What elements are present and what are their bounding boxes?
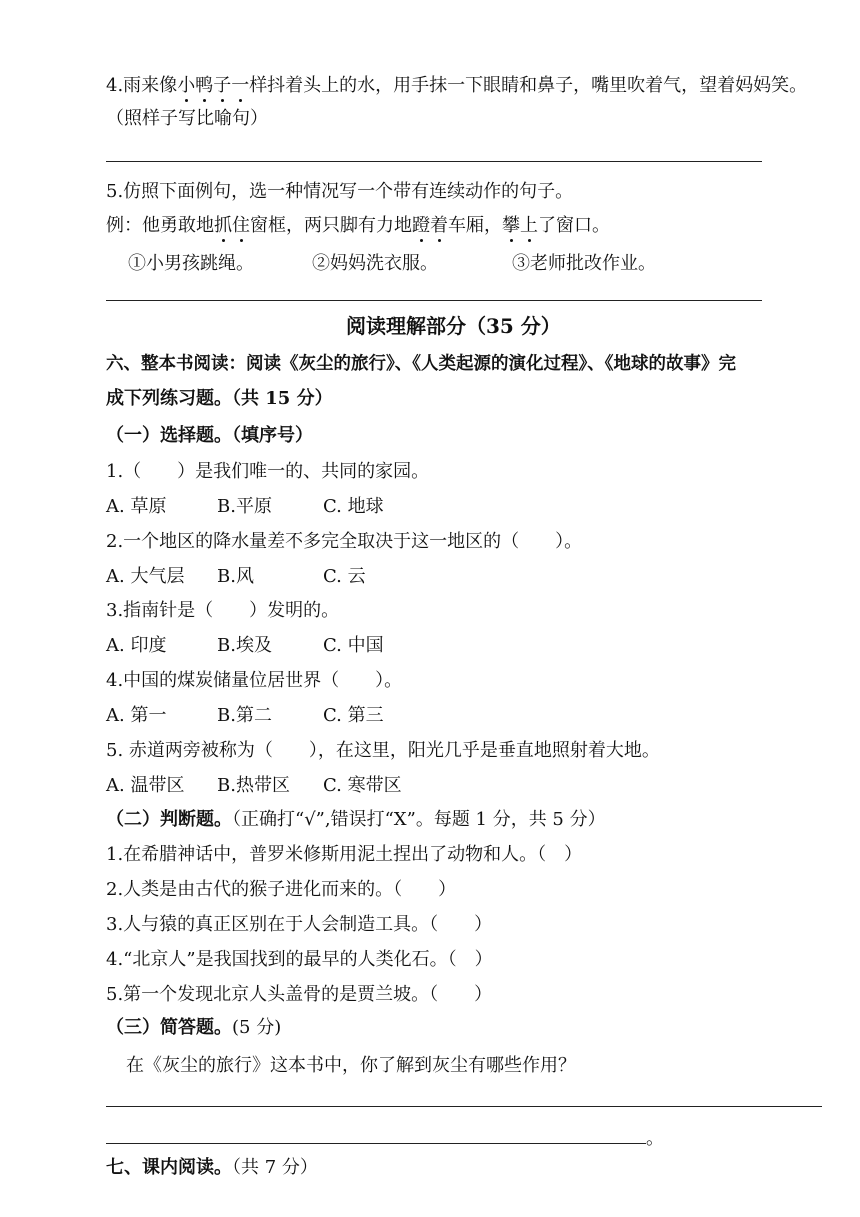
choice-option: C. 第三 (323, 705, 384, 726)
section-6-heading-cont: 成下列练习题。（共 15 分） (106, 388, 333, 409)
choice-question-5: 5. 赤道两旁被称为（ ），在这里，阳光几乎是垂直地照射着大地。 (106, 740, 660, 761)
choice-option: C. 云 (323, 566, 366, 587)
q5-example: 例：他勇敢地抓住窗框，两只脚有力地蹬着车厢，攀上了窗口。 (106, 215, 610, 236)
dotted-char: 鸭 (195, 75, 214, 96)
dotted-char: 住 (232, 215, 250, 236)
answer-line[interactable] (106, 1106, 822, 1107)
judge-item-1: 1.在希腊神话中，普罗米修斯用泥土捏出了动物和人。（ ） (106, 844, 583, 865)
answer-line[interactable] (106, 300, 762, 301)
choice-option: A. 第一 (106, 705, 167, 726)
dotted-char: 蹬 (412, 215, 430, 236)
answer-line[interactable] (106, 161, 762, 162)
choice-question-1: 1.（ ）是我们唯一的、共同的家园。 (106, 461, 430, 482)
choice-option: B.第二 (217, 705, 272, 726)
dotted-char: 小 (177, 75, 196, 96)
dotted-char: 子 (213, 75, 232, 96)
section-7-heading: 七、课内阅读。（共 7 分） (106, 1157, 318, 1178)
choice-section-title: （一）选择题。（填序号） (106, 425, 313, 446)
section-title: 阅读理解部分（35 分） (346, 314, 561, 338)
q5-option-3: ③老师批改作业。 (512, 253, 656, 274)
choice-option: A. 印度 (106, 635, 167, 656)
judge-item-5: 5.第一个发现北京人头盖骨的是贾兰坡。（ ） (106, 984, 493, 1005)
answer-line[interactable] (106, 1143, 646, 1144)
choice-option: C. 寒带区 (323, 775, 402, 796)
choice-option: B.热带区 (217, 775, 290, 796)
choice-option: B.平原 (217, 496, 272, 517)
choice-question-4: 4.中国的煤炭储量位居世界（ ）。 (106, 670, 403, 691)
dotted-char: 抓 (214, 215, 232, 236)
q5-option-2: ②妈妈洗衣服。 (312, 253, 438, 274)
dotted-char: 攀 (502, 215, 520, 236)
judge-section-title: （二）判断题。（正确打“√”,错误打“X”。每题 1 分，共 5 分） (106, 809, 606, 830)
choice-option: A. 温带区 (106, 775, 185, 796)
choice-option: C. 地球 (323, 496, 384, 517)
judge-item-4: 4.“北京人”是我国找到的最早的人类化石。（ ） (106, 949, 493, 970)
judge-item-2: 2.人类是由古代的猴子进化而来的。（ ） (106, 879, 457, 900)
q4-sentence: 4.雨来像小鸭子一样抖着头上的水，用手抹一下眼睛和鼻子，嘴里吹着气，望着妈妈笑。 (106, 75, 808, 96)
q5-prompt: 5.仿照下面例句，选一种情况写一个带有连续动作的句子。 (106, 181, 574, 202)
answer-period: 。 (646, 1128, 664, 1149)
q5-option-1: ①小男孩跳绳。 (128, 253, 254, 274)
section-6-heading: 六、整本书阅读：阅读《灰尘的旅行》、《人类起源的演化过程》、《地球的故事》完 (106, 354, 736, 374)
dotted-char: 一 (231, 75, 250, 96)
choice-question-2: 2.一个地区的降水量差不多完全取决于这一地区的（ ）。 (106, 531, 583, 552)
short-answer-title: （三）简答题。(5 分) (106, 1017, 282, 1038)
choice-option: A. 大气层 (106, 566, 185, 587)
short-answer-question: 在《灰尘的旅行》这本书中，你了解到灰尘有哪些作用？ (126, 1055, 576, 1076)
dotted-char: 上 (520, 215, 538, 236)
choice-option: B.风 (217, 566, 254, 587)
choice-option: A. 草原 (106, 496, 167, 517)
judge-item-3: 3.人与猿的真正区别在于人会制造工具。（ ） (106, 914, 493, 935)
choice-option: C. 中国 (323, 635, 384, 656)
choice-question-3: 3.指南针是（ ）发明的。 (106, 600, 340, 621)
q4-note: （照样子写比喻句） (106, 108, 268, 129)
dotted-char: 着 (430, 215, 448, 236)
choice-option: B.埃及 (217, 635, 272, 656)
